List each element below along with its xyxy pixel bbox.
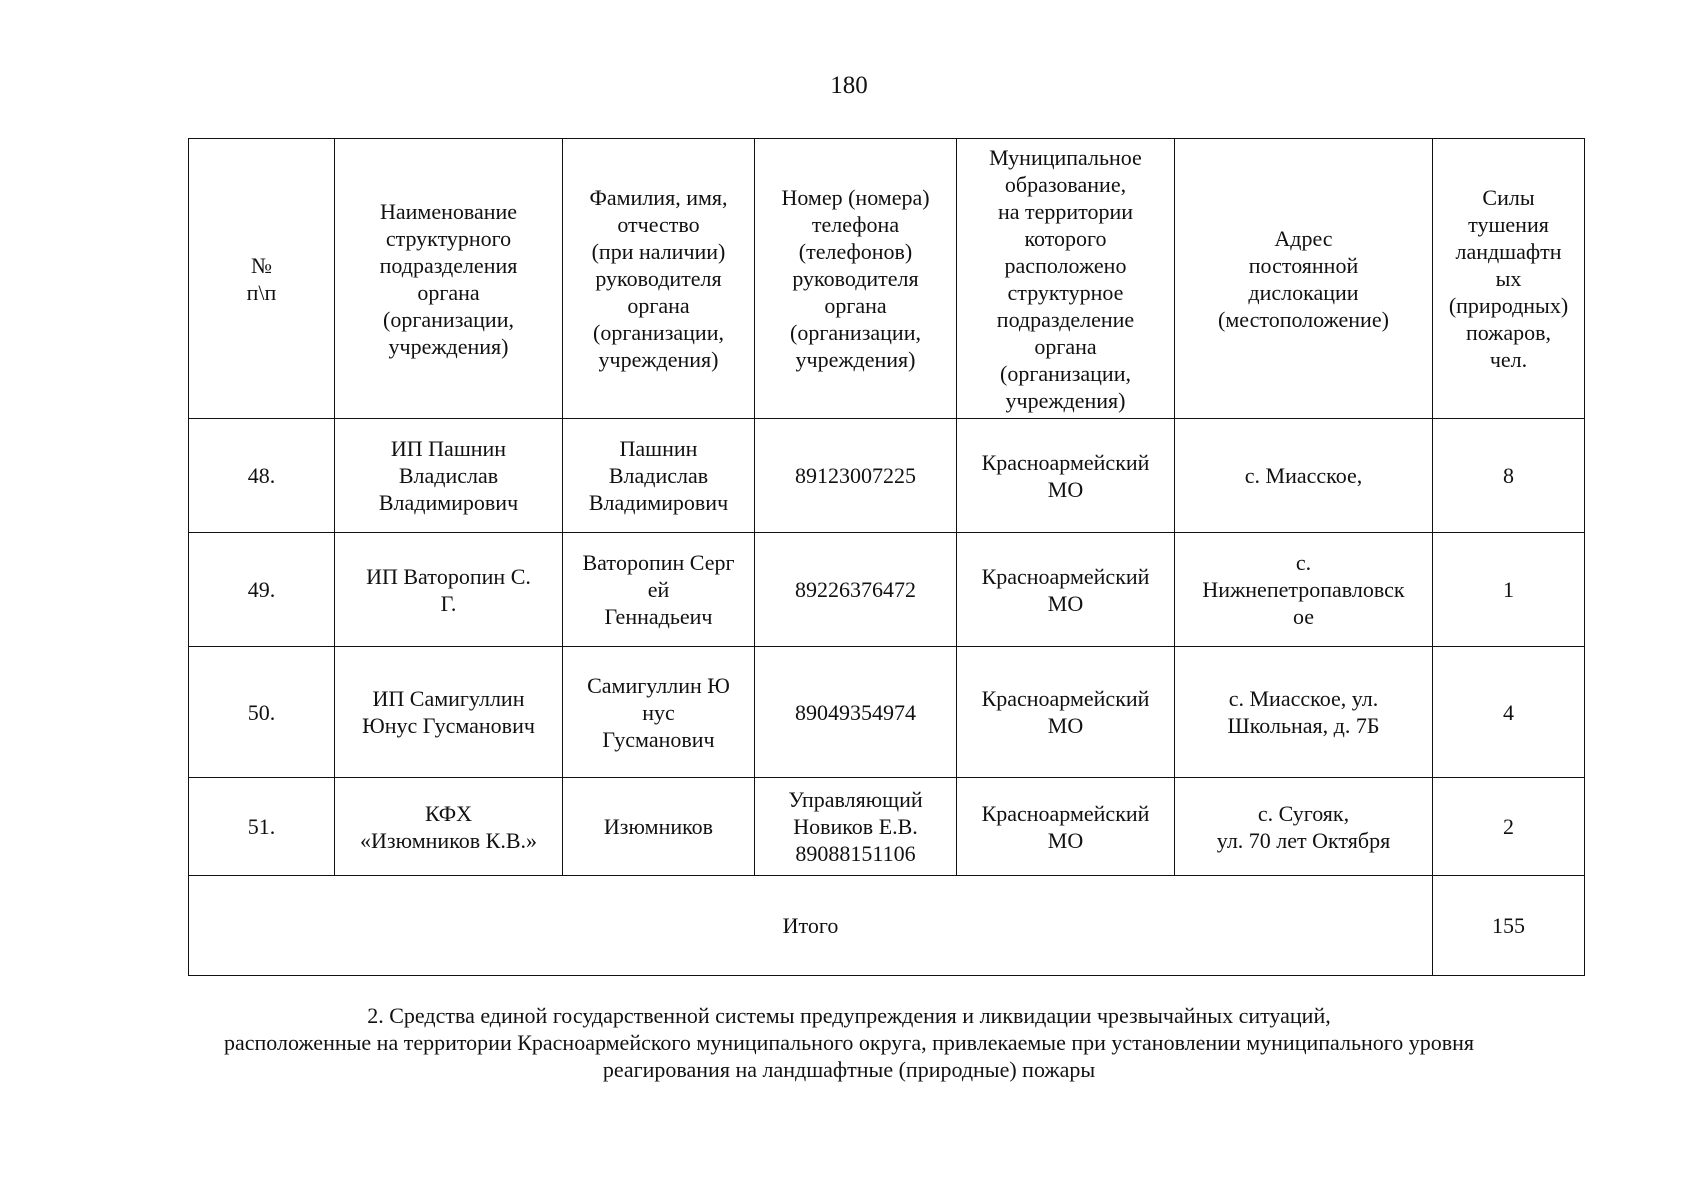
cell-number: 50. xyxy=(189,647,335,778)
cell-unit-name: ИП Пашнин Владислав Владимирович xyxy=(335,419,563,533)
cell-municipality: Красноармейский МО xyxy=(957,647,1175,778)
cell-head-name: Пашнин Владислав Владимирович xyxy=(563,419,755,533)
header-address: Адрес постоянной дислокации (местоположение) xyxy=(1175,139,1433,419)
header-row xyxy=(189,139,1585,419)
header-forces: Силы тушения ландшафтн ых (природных) пожаров, чел. xyxy=(1433,139,1585,419)
section-heading-line: расположенные на территории Красноармейского муниципального округа, привлекаемые при установлении муниципального уровня xyxy=(223,1030,1475,1055)
cell-phone: 89049354974 xyxy=(755,647,957,778)
cell-forces: 4 xyxy=(1433,647,1585,778)
total-row xyxy=(189,876,1585,976)
cell-phone: Управляющий Новиков Е.В. 89088151106 xyxy=(755,778,957,876)
header-phone: Номер (номера) телефона (телефонов) руководителя органа (организации, учреждения) xyxy=(755,139,957,419)
cell-address: с. Миасское, xyxy=(1175,419,1433,533)
cell-municipality: Красноармейский МО xyxy=(957,533,1175,647)
total-label: Итого xyxy=(189,876,1433,976)
cell-forces: 1 xyxy=(1433,533,1585,647)
cell-head-name: Самигуллин Ю нус Гусманович xyxy=(563,647,755,778)
cell-address: с. Сугояк, ул. 70 лет Октября xyxy=(1175,778,1433,876)
cell-address: с. Нижнепетропавловск ое xyxy=(1175,533,1433,647)
cell-number: 49. xyxy=(189,533,335,647)
section-heading-line: реагирования на ландшафтные (природные) пожары xyxy=(602,1057,1096,1082)
header-head-name: Фамилия, имя, отчество (при наличии) руководителя органа (организации, учреждения) xyxy=(563,139,755,419)
cell-head-name: Изюмников xyxy=(563,778,755,876)
cell-head-name: Ватoропин Серг ей Геннадьеич xyxy=(563,533,755,647)
cell-number: 48. xyxy=(189,419,335,533)
cell-forces: 8 xyxy=(1433,419,1585,533)
cell-phone: 89123007225 xyxy=(755,419,957,533)
page-number: 180 xyxy=(830,72,868,99)
total-value: 155 xyxy=(1433,876,1585,976)
table-header xyxy=(189,139,1585,419)
cell-forces: 2 xyxy=(1433,778,1585,876)
section-heading xyxy=(150,1002,1548,1083)
section-heading-line: 2. Средства единой государственной системы предупреждения и ликвидации чрезвычайных ситуаций, xyxy=(367,1003,1331,1028)
table-row xyxy=(189,778,1585,876)
cell-municipality: Красноармейский МО xyxy=(957,419,1175,533)
cell-phone: 89226376472 xyxy=(755,533,957,647)
header-municipality: Муниципальное образование, на территории которого расположено структурное подразделение органа (организации, учреждения) xyxy=(957,139,1175,419)
cell-address: с. Миасское, ул. Школьная, д. 7Б xyxy=(1175,647,1433,778)
table-row xyxy=(189,533,1585,647)
cell-number: 51. xyxy=(189,778,335,876)
table-row xyxy=(189,647,1585,778)
cell-unit-name: ИП Самигуллин Юнус Гусманович xyxy=(335,647,563,778)
cell-unit-name: КФХ «Изюмников К.В.» xyxy=(335,778,563,876)
cell-unit-name: ИП Ватoропин С. Г. xyxy=(335,533,563,647)
header-unit-name: Наименование структурного подразделения органа (организации, учреждения) xyxy=(335,139,563,419)
table-row xyxy=(189,419,1585,533)
header-number: № п\п xyxy=(189,139,335,419)
cell-municipality: Красноармейский МО xyxy=(957,778,1175,876)
resources-table xyxy=(188,138,1585,976)
